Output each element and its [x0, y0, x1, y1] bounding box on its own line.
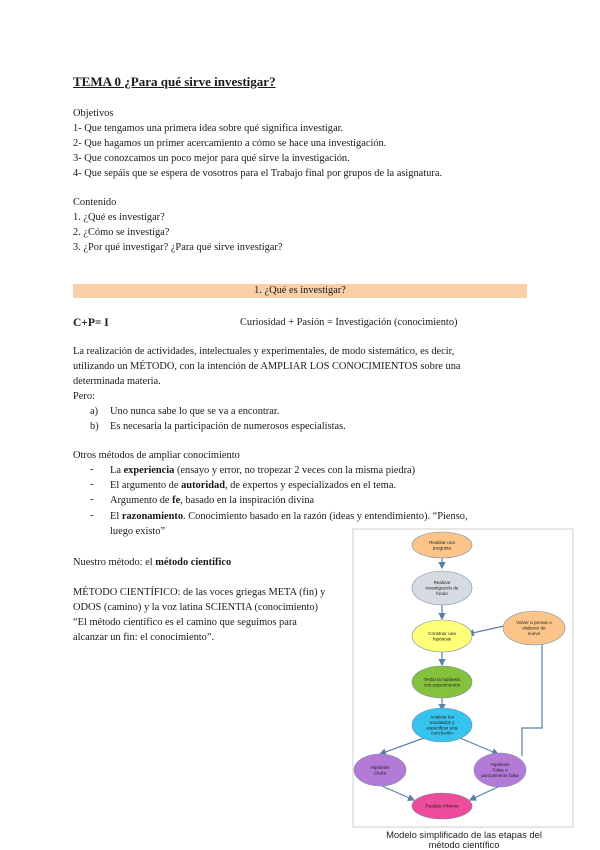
node-label: investigación de	[425, 585, 459, 591]
list-marker: b)	[90, 421, 99, 432]
node-label: Realizar una	[429, 539, 455, 545]
list-item	[110, 464, 415, 478]
contenido-item: 3. ¿Por qué investigar? ¿Para qué sirve investigar?	[73, 242, 283, 253]
list-item	[110, 494, 314, 508]
node-label: nuevo	[527, 631, 541, 636]
section-header-bar	[73, 284, 527, 298]
contenido-item: 2. ¿Cómo se investiga?	[73, 227, 170, 238]
node-label: fondo	[436, 591, 448, 596]
node-volver	[503, 611, 565, 645]
node-label: Analizar los	[430, 714, 454, 720]
dash-bullet: -	[90, 494, 94, 505]
node-label: resultados y	[429, 719, 455, 725]
item-bold: autoridad	[181, 480, 225, 491]
metodo-line: “El método científico es el camino que seguimos para	[73, 617, 297, 628]
contenido-item: 1. ¿Qué es investigar?	[73, 212, 165, 223]
section-header-label: 1. ¿Qué es investigar?	[254, 285, 346, 296]
node-label: Volver a pensar o	[516, 620, 552, 626]
diagram-caption-line: método científico	[428, 839, 500, 850]
definition-line: La realización de actividades, intelectuales y experimentales, de modo sistemático, es decir,	[73, 346, 455, 357]
item-prefix: Argumento de	[110, 495, 173, 506]
item-suffix: , de expertos y especializados en el tema.	[224, 480, 397, 491]
definition-line: utilizando un MÉTODO, con la intención de AMPLIAR LOS CONOCIMIENTOS sobre una	[73, 361, 461, 372]
metodo-line: MÉTODO CIENTÍFICO: de las voces griegas META (fin) y	[73, 587, 326, 598]
node-label: conclusión	[431, 730, 453, 736]
node-testar	[412, 666, 472, 698]
node-label: Realizar	[433, 580, 451, 586]
list-item-continuation: luego existo”	[110, 526, 166, 537]
list-marker: a)	[90, 406, 99, 417]
node-label: hipótesis	[432, 636, 452, 642]
nuestro-metodo	[73, 556, 231, 570]
dash-bullet: -	[90, 464, 94, 475]
metodo-line: ODOS (camino) y la voz latina SCIENTIA (conocimiento)	[73, 602, 318, 613]
node-label: Testar la hipótesis	[423, 676, 461, 682]
list-item	[110, 479, 396, 493]
item-bold: razonamiento	[121, 511, 184, 522]
node-label: Hipótesis	[490, 762, 510, 768]
objetivo-item: 4- Que sepáis que se espera de vosotros para el Trabajo final por grupos de la asignatura.	[73, 168, 443, 179]
metodo-line: alcanzar un fin: el conocimiento”.	[73, 632, 215, 643]
definition-line: determinada materia.	[73, 376, 161, 387]
node-label: Falsa o	[492, 767, 508, 773]
node-label: parcialmente falsa	[481, 773, 519, 778]
item-bold: experiencia	[123, 465, 175, 476]
contenido-heading: Contenido	[73, 197, 117, 208]
node-label: especificar una	[426, 725, 458, 731]
node-investigacion	[412, 571, 472, 605]
item-prefix: El	[110, 511, 122, 522]
objetivo-item: 3- Que conozcamos un poco mejor para qué sirve la investigación.	[73, 153, 350, 164]
otros-heading: Otros métodos de ampliar conocimiento	[73, 450, 240, 461]
item-prefix: El argumento de	[110, 480, 182, 491]
item-suffix: . Conocimiento basado en la razón (ideas y entendimiento). “Pienso,	[183, 511, 468, 522]
node-label: Realizar informe	[425, 803, 459, 809]
node-label: Hipótesis	[370, 764, 390, 770]
list-item: Uno nunca sabe lo que se va a encontrar.	[110, 406, 280, 417]
node-hipotesis	[412, 620, 472, 652]
list-item	[110, 510, 468, 524]
dash-bullet: -	[90, 479, 94, 490]
objetivos-heading: Objetivos	[73, 108, 114, 119]
scientific-method-diagram	[352, 528, 576, 828]
formula-text: Curiosidad + Pasión = Investigación (conocimiento)	[240, 317, 458, 328]
page-title: TEMA 0 ¿Para qué sirve investigar?	[73, 74, 276, 89]
node-label: Construir una	[428, 630, 456, 636]
diagram-caption-line: Modelo simplificado de las etapas del	[386, 829, 542, 840]
node-informe	[412, 793, 472, 819]
pero-label: Pero:	[73, 391, 95, 402]
formula: C+P= I	[73, 317, 109, 329]
node-pregunta	[412, 532, 472, 558]
objetivo-item: 2- Que hagamos un primer acercamiento a cómo se hace una investigación.	[73, 138, 387, 149]
item-suffix: (ensayo y error, no tropezar 2 veces con la misma piedra)	[174, 465, 416, 476]
nuestro-bold: método científico	[155, 557, 232, 568]
item-bold: fe	[172, 495, 181, 506]
node-cierta	[354, 754, 406, 786]
node-label: con experimentos	[423, 682, 461, 688]
item-suffix: , basado en la inspiración divina	[180, 495, 315, 506]
node-label: pregunta	[432, 545, 452, 551]
node-label: elaborar de	[522, 625, 546, 631]
node-analizar	[412, 708, 472, 742]
item-prefix: La	[110, 465, 124, 476]
node-falsa	[474, 753, 526, 787]
dash-bullet: -	[90, 510, 94, 521]
nuestro-prefix: Nuestro método: el	[73, 557, 156, 568]
objetivo-item: 1- Que tengamos una primera idea sobre qué significa investigar.	[73, 123, 344, 134]
list-item: Es necesaria la participación de numerosos especialistas.	[110, 421, 346, 432]
node-label: Cierta	[373, 770, 387, 776]
